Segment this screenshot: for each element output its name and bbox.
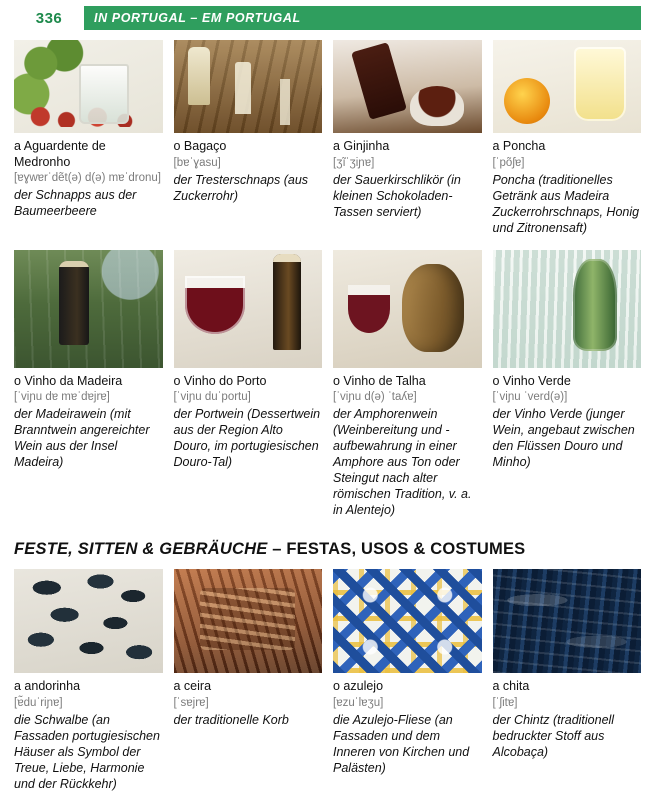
running-title: IN PORTUGAL – EM PORTUGAL bbox=[84, 6, 641, 30]
entry-vinho-de-talha bbox=[333, 250, 482, 519]
entry-gloss: der Sauerkirschlikör (in kleinen Schokoladen-Tassen serviert) bbox=[333, 172, 461, 219]
azulejo-tiles-photo bbox=[333, 569, 482, 673]
port-wine-glass-photo bbox=[174, 250, 323, 368]
entry-term: o Bagaço bbox=[173, 139, 227, 153]
entry-ipa: [ˈviɲu d(ə) ˈtaʎɐ] bbox=[333, 391, 417, 404]
entry-gloss: der Chintz (traditionell bedruckter Stoff aus Alcobaça) bbox=[492, 712, 615, 759]
page bbox=[0, 6, 655, 791]
entry-vinho-da-madeira bbox=[14, 250, 163, 519]
entry-ipa: [ˈsɐjrɐ] bbox=[173, 696, 209, 709]
entry-term: o Vinho do Porto bbox=[173, 373, 267, 388]
entry-ipa: [ˈpõʃɐ] bbox=[492, 156, 525, 169]
entry-ceira bbox=[174, 569, 323, 792]
entry-term: a Poncha bbox=[492, 139, 546, 153]
section-heading bbox=[14, 540, 641, 559]
entry-andorinha bbox=[14, 569, 163, 792]
entry-ipa: [ˈʃitɐ] bbox=[492, 696, 518, 709]
entry-gloss: die Azulejo-Fliese (an Fassaden und dem Inneren von Kirchen und Palästen) bbox=[333, 712, 470, 775]
entry-term: a ceira bbox=[173, 679, 212, 694]
entry-gloss: Poncha (traditionelles Getränk aus Madeira Zuckerrohrschnaps, Honig und Zitronensaft) bbox=[492, 172, 640, 235]
entry-ipa: [ˈviɲu ˈverd(ə)] bbox=[492, 391, 568, 404]
entry-term: a andorinha bbox=[14, 679, 81, 694]
entry-gloss: der Schnapps aus der Baumeerbeere bbox=[14, 188, 137, 219]
entry-gloss: der Amphorenwein (Weinbereitung und -aufbewahrung in einer Amphore aus Ton oder Steingut nach alter römischen Tradition, v. a. in Alentejo) bbox=[333, 407, 472, 518]
entry-vinho-verde bbox=[493, 250, 642, 519]
entry-term: o azulejo bbox=[333, 679, 384, 694]
entry-term: o Vinho de Talha bbox=[333, 373, 426, 388]
entry-chita bbox=[493, 569, 642, 792]
entry-vinho-do-porto bbox=[174, 250, 323, 519]
page-header bbox=[14, 6, 641, 30]
entry-term: a Ginjinha bbox=[333, 139, 390, 153]
vinho-verde-bottle-photo bbox=[493, 250, 642, 368]
medronho-spirit-photo bbox=[14, 40, 163, 133]
section-heading-de: FESTE, SITTEN & GEBRÄUCHE bbox=[14, 540, 268, 559]
wicker-basket-photo bbox=[174, 569, 323, 673]
bagaco-bottles-photo bbox=[174, 40, 323, 133]
section-heading-separator: – bbox=[267, 540, 287, 559]
ceramic-swallows-wall-photo bbox=[14, 569, 163, 673]
drinks-row-1 bbox=[14, 40, 641, 236]
entry-ipa: [ˈviɲu duˈportu] bbox=[173, 391, 251, 404]
entry-ipa: [ɐ̃duˈriɲɐ] bbox=[14, 696, 63, 709]
entry-term: a chita bbox=[492, 679, 530, 694]
entry-gloss: die Schwalbe (an Fassaden portugiesischen Häuser als Symbol der Treue, Liebe, Harmonie und der Rückkehr) bbox=[14, 712, 160, 791]
section-heading-pt: FESTAS, USOS & COSTUMES bbox=[286, 540, 526, 559]
entry-ipa: [ʒĩˈʒiɲɐ] bbox=[333, 156, 375, 169]
entry-gloss: der Madeirawein (mit Branntwein angereichter Wein aus der Insel Madeira) bbox=[14, 407, 150, 470]
madeira-wine-bottle-photo bbox=[14, 250, 163, 368]
entry-gloss: der Tresterschnaps (aus Zuckerrohr) bbox=[173, 172, 309, 203]
entry-ipa: [bɐˈɣasu] bbox=[173, 156, 221, 169]
entry-gloss: der Vinho Verde (junger Wein, angebaut zwischen den Flüssen Douro und Minho) bbox=[492, 407, 635, 470]
entry-term: a Aguardente de Medronho bbox=[14, 139, 106, 169]
poncha-orange-drink-photo bbox=[493, 40, 642, 133]
ginjinha-chocolate-cup-photo bbox=[333, 40, 482, 133]
entry-ginjinha bbox=[333, 40, 482, 236]
entry-aguardente-de-medronho bbox=[14, 40, 163, 236]
clay-amphora-wine-photo bbox=[333, 250, 482, 368]
entry-azulejo bbox=[333, 569, 482, 792]
chita-fabric-photo bbox=[493, 569, 642, 673]
customs-row bbox=[14, 569, 641, 792]
entry-bagaco bbox=[174, 40, 323, 236]
entry-gloss: der Portwein (Dessertwein aus der Region Alto Douro, im portugiesischen Douro-Tal) bbox=[173, 407, 321, 470]
entry-gloss: der traditionelle Korb bbox=[173, 712, 289, 727]
entry-ipa: [ɐɣwɐrˈdẽt(ə) d(ə) mɐˈdronu] bbox=[14, 172, 162, 185]
entry-poncha bbox=[493, 40, 642, 236]
entry-term: o Vinho da Madeira bbox=[14, 373, 123, 388]
page-number: 336 bbox=[14, 6, 84, 30]
entry-ipa: [ɐzuˈlɐʒu] bbox=[333, 696, 384, 709]
entry-ipa: [ˈviɲu dɐ mɐˈdɐjrɐ] bbox=[14, 391, 110, 404]
drinks-row-2 bbox=[14, 250, 641, 519]
entry-term: o Vinho Verde bbox=[492, 373, 571, 388]
